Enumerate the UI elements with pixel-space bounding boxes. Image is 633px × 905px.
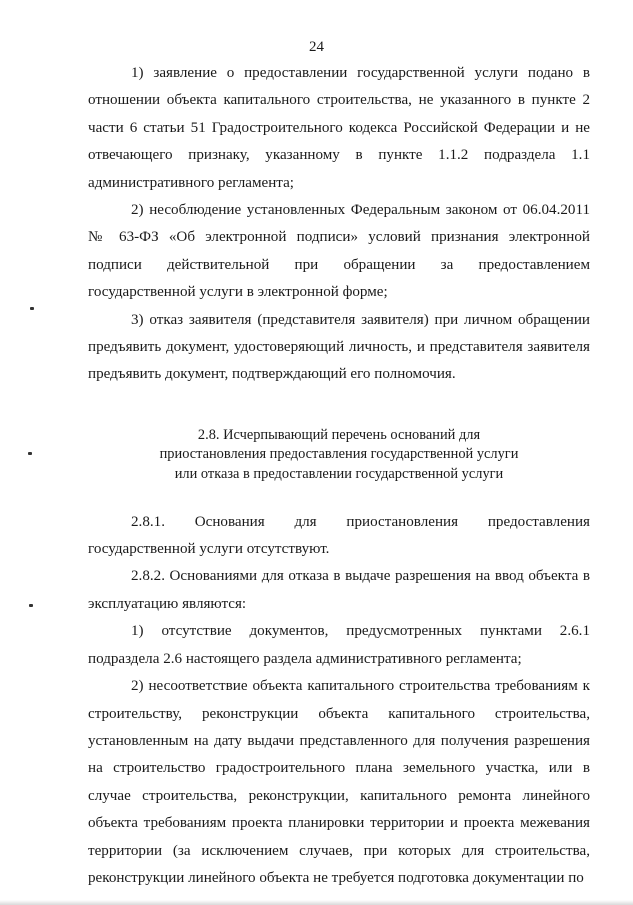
paragraph-refusal-item-3: 3) отказ заявителя (представителя заявителя) при личном обращении предъявить документ, удостоверяющий личность, и представителя заявителя предъявить документ, подтверждающий его полномочия. <box>88 311 590 383</box>
paragraph-2-8-1: 2.8.1. Основания для приостановления предоставления государственной услуги отсутствуют. <box>88 513 590 558</box>
paragraph-refusal-item-1: 1) заявление о предоставлении государственной услуги подано в отношении объекта капитального строительства, не указанного в пункте 2 части 6 статьи 51 Градостроительного кодекса Российской Федерации и не отвечающего признаку, указанному в пункте 1.1.2 подраздела 1.1 административного регламента; <box>88 65 590 191</box>
paragraph-refusal-item-2: 2) несоблюдение установленных Федеральным законом от 06.04.2011 № 63-ФЗ «Об электронной подписи» условий признания электронной подписи действительной при обращении за предоставлением государственной услуги в электронной форме; <box>88 202 590 301</box>
scan-speck <box>29 604 33 607</box>
section-heading-line: приостановления предоставления государственной услуги <box>159 446 519 463</box>
paragraph-denial-item-1: 1) отсутствие документов, предусмотренных пунктами 2.6.1 подраздела 2.6 настоящего раздела административного регламента; <box>88 623 590 667</box>
section-heading-line: или отказа в предоставлении государственной услуги <box>174 466 504 483</box>
page-bottom-edge <box>0 900 633 905</box>
section-heading-line: 2.8. Исчерпывающий перечень оснований для <box>197 426 481 443</box>
document-body <box>88 60 590 892</box>
paragraph-2-8-2: 2.8.2. Основаниями для отказа в выдаче разрешения на ввод объекта в эксплуатацию являются: <box>88 568 590 612</box>
page-number: 24 <box>309 39 324 55</box>
section-heading <box>88 426 590 485</box>
paragraph-denial-item-2: 2) несоответствие объекта капитального строительства требованиям к строительству, реконструкции объекта капитального строительства, установленным на дату выдачи представленного для получения разрешения на строительство градостроительного плана земельного участка, или в случае строительства, реконструкции, капитального ремонта линейного объекта требованиям проекта планировки территории и проекта межевания территории (за исключением случаев, при которых для строительства, реконструкции линейного объекта не требуется подготовка документации по <box>88 678 590 886</box>
scan-speck <box>30 307 34 310</box>
scan-speck <box>28 452 32 455</box>
